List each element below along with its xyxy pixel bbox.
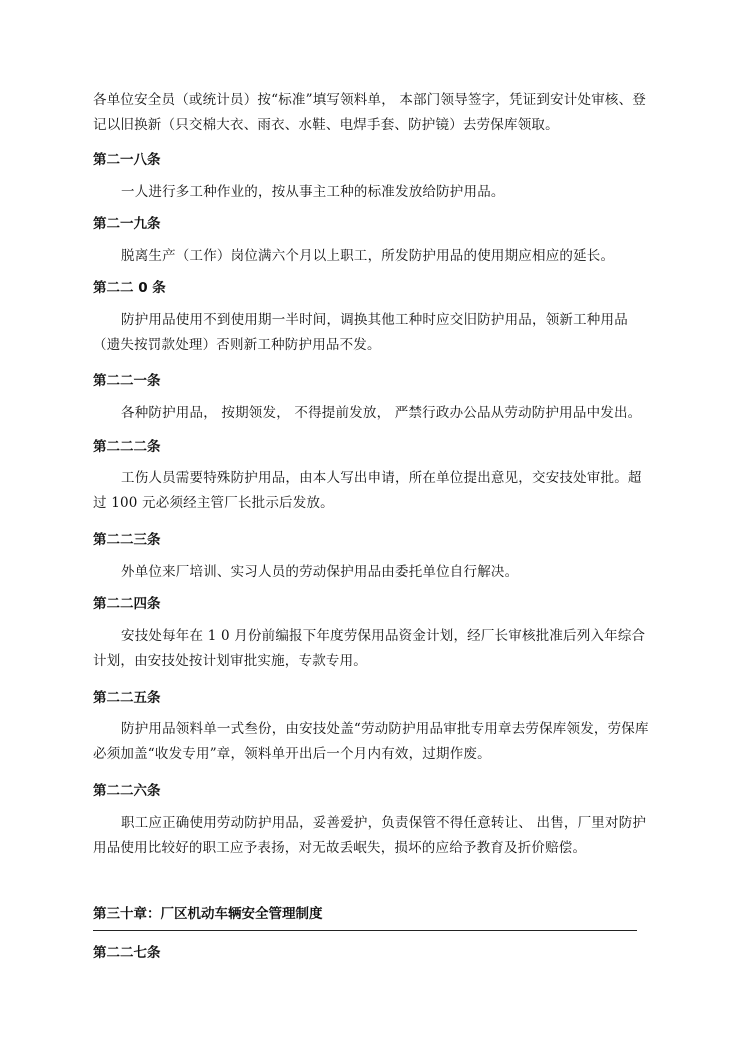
paragraph-requisition-procedure: 各单位安全员（或统计员）按“标准”填写领料单， 本部门领导签字，凭证到安计处审核、登记以旧换新（只交棉大衣、雨衣、水鞋、电焊手套、防护镜）去劳保库领取。 <box>93 92 646 133</box>
article-heading-224: 第二二四条 <box>93 596 161 612</box>
paragraph-article-226: 职工应正确使用劳动防护用品，妥善爱护，负责保管不得任意转让、 出售，厂里对防护用品使用比较好的职工应予表扬，对无故丢岷失，损坏的应给予教育及折价赔偿。 <box>93 815 647 856</box>
article-heading-220: 第二二 0 条 <box>93 280 166 296</box>
paragraph-article-222: 工伤人员需要特殊防护用品，由本人写出申请，所在单位提出意见，交安技处审批。超过 100 元必须经主管厂长批示后发放。 <box>93 470 642 511</box>
article-heading-227: 第二二七条 <box>93 945 161 961</box>
article-heading-219: 第二一九条 <box>93 216 161 232</box>
chapter-divider-line <box>93 930 637 931</box>
paragraph-article-224: 安技处每年在 1 0 月份前编报下年度劳保用品资金计划，经厂长审核批准后列入年综合计划，由安技处按计划审批实施，专款专用。 <box>93 628 646 669</box>
article-heading-226: 第二二六条 <box>93 783 161 799</box>
article-heading-223: 第二二三条 <box>93 532 161 548</box>
paragraph-article-220: 防护用品使用不到使用期一半时间，调换其他工种时应交旧防护用品，领新工种用品（遗失按罚款处理）否则新工种防护用品不发。 <box>93 312 628 353</box>
chapter-heading-30: 第三十章：厂区机动车辆安全管理制度 <box>93 906 323 922</box>
paragraph-article-223: 外单位来厂培训、实习人员的劳动保护用品由委托单位自行解决。 <box>121 564 519 580</box>
paragraph-article-221: 各种防护用品， 按期领发， 不得提前发放， 严禁行政办公品从劳动防护用品中发出。 <box>121 405 642 421</box>
paragraph-article-219: 脱离生产（工作）岗位满六个月以上职工，所发防护用品的使用期应相应的延长。 <box>121 248 615 264</box>
article-heading-218: 第二一八条 <box>93 152 161 168</box>
article-heading-222: 第二二二条 <box>93 439 161 455</box>
article-heading-225: 第二二五条 <box>93 690 161 706</box>
paragraph-article-218: 一人进行多工种作业的，按从事主工种的标准发放给防护用品。 <box>121 184 505 200</box>
article-heading-221: 第二二一条 <box>93 373 161 389</box>
paragraph-article-225: 防护用品领料单一式叁份，由安技处盖“劳动防护用品审批专用章去劳保库领发，劳保库必须加盖“收发专用”章，领料单开出后一个月内有效，过期作废。 <box>93 721 649 762</box>
